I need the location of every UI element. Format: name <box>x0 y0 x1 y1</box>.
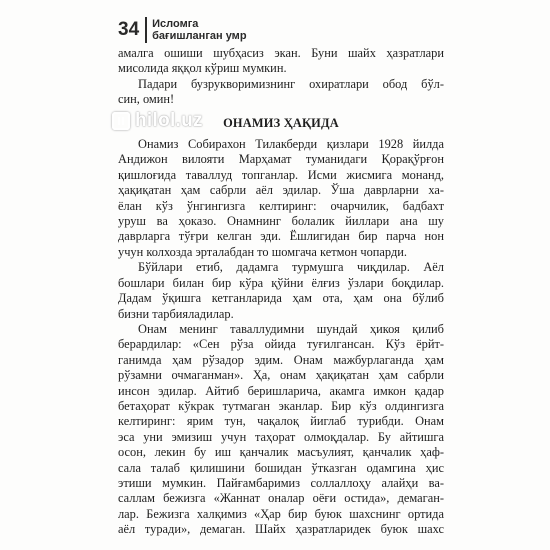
watermark-text: hilol.uz <box>135 110 203 131</box>
text-line: ганимда ҳам рўзадор эдим. Онам мажбурлаганда ҳам <box>118 352 444 367</box>
section-heading: ОНАМИЗ ҲАҚИДА <box>223 115 339 130</box>
text-line: мисолида яққол кўриш мумкин. <box>118 61 287 76</box>
text-line: бетаҳорат кўкрак тутмаган эканлар. Бир кўз олдингизга <box>118 398 444 413</box>
text-line: келтиринг: ярим тун, чақалоқ йиглаб турибди. Онам <box>118 414 444 429</box>
text-line: син, омин! <box>118 92 175 107</box>
book-title-line-1: Исломга <box>152 18 199 30</box>
text-line: учун колхозда эрталабдан то шомгача кетмон чопарди. <box>118 244 407 259</box>
book-title <box>152 18 246 42</box>
text-line: инсон эдилар. Айтиб беришларича, акамга имкон қадар <box>118 383 444 398</box>
paragraph-3 <box>118 322 444 538</box>
book-title-line-2: бағишланган умр <box>152 30 247 42</box>
text-line: берардилар: «Сен рўза ойида туғилгансан. Кўз ёрйт- <box>118 337 444 352</box>
text-line: Бўйлари етиб, дадамга турмушга чиқдилар. Аёл <box>138 260 444 275</box>
text-line: саллам бежизга «Жаннат оналар оёғи остида», демаган- <box>118 491 444 506</box>
text-line: бошлари билан бир кўра қўйни ёлғиз ўзлари боқдилар. <box>118 275 444 290</box>
text-line: рўзамни очмаганман». Ҳа, онам ҳақиқатан ҳам сабрли <box>118 368 444 383</box>
text-line: уруш ва ҳоказо. Онамнинг болалик йиллари ана шу <box>118 214 444 229</box>
paragraph-2 <box>118 260 444 322</box>
text-line: Падари бузрукворимизнинг охиратлари обод бўл- <box>138 76 444 91</box>
text-line: даврларга тўғри келган эди. Ёшлигидан бир парча нон <box>118 229 444 244</box>
running-head-divider <box>145 17 147 43</box>
text-line: бизни тарбияладилар. <box>118 306 234 321</box>
text-line: этиши мумкин. Пайғамбаримиз соллаллоҳу алайҳи ва- <box>118 475 444 490</box>
paragraph-1 <box>118 137 444 260</box>
text-line: эса уни эмизиш учун таҳорат олмоқдалар. Бу айтишга <box>118 429 444 444</box>
text-line: қишлоғида таваллуд топганлар. Исми жисмига монанд, <box>118 167 444 182</box>
text-line: ҳақиқатан ҳам сабрли аёл эдилар. Ўша даврларни ха- <box>118 183 444 198</box>
text-line: осон, лекин бу иш қанчалик масъулият, қанчалик ҳаф- <box>118 445 444 460</box>
text-line: амалга ошиши шубҳасиз экан. Буни шайх ҳазратлари <box>118 46 444 60</box>
text-line: Андижон вилояти Марҳамат туманидаги Қорақўрғон <box>118 152 444 167</box>
text-line: лар. Бежизга халқимиз «Ҳар бир буюк шахснинг ортида <box>118 506 444 521</box>
page-number: 34 <box>118 19 140 40</box>
text-line: Дадам ўқишга кетганларида ҳам ота, ҳам она бўлиб <box>118 291 444 306</box>
body-text <box>118 46 444 538</box>
text-line: сала талаб қилишини бошидан ўтказган одамгина ҳис <box>118 460 444 475</box>
text-line: Онамиз Собирахон Тилакберди қизлари 1928 йилда <box>138 137 444 152</box>
running-head <box>118 16 247 44</box>
text-line: Онам менинг таваллудимни шундай ҳикоя қилиб <box>138 321 444 336</box>
text-line: ёлан кўз ўнгингизга келтиринг: очарчилик, бадбахт <box>118 198 444 213</box>
text-line: аёл туради», демаган. Шайх ҳазратларидек буюк шахс <box>118 522 444 537</box>
